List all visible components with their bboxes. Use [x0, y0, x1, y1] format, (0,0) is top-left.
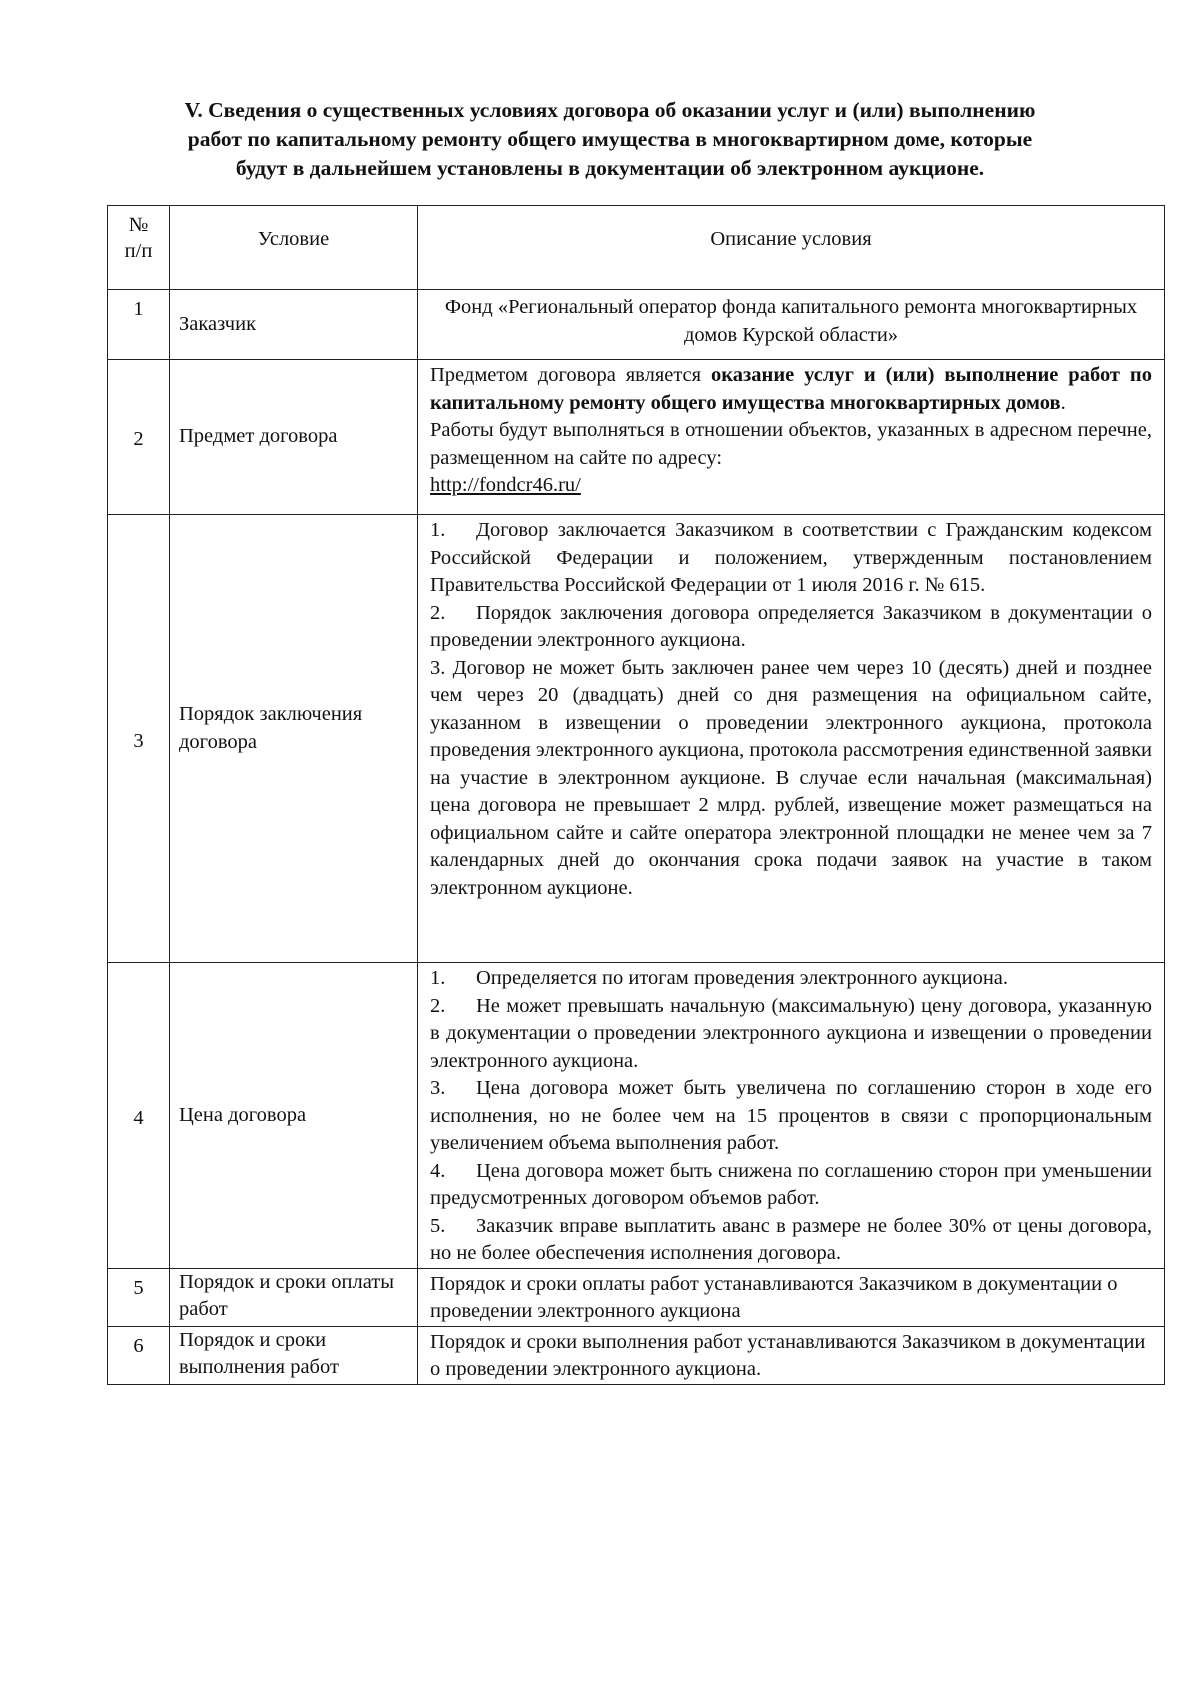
subject-suffix: .	[1060, 391, 1066, 414]
row-condition: Предмет договора	[170, 360, 418, 515]
page-title	[150, 96, 1070, 183]
list-item: 3. Договор не может быть заключен ранее чем через 10 (десять) дней и позднее чем через 20 (двадцать) дней со дня размещения на официальном сайте, указанном в извещении о проведении электронного аукциона, протокола проведения электронного аукциона, протокола рассмотрения единственной заявки на участие в электронном аукционе. В случае если начальная (максимальная) цена договора не превышает 2 млрд. рублей, извещение может размещаться на официальном сайте и сайте оператора электронной площадки не менее чем за 7 календарных дней до окончания срока подачи заявок на участие в таком электронном аукционе.	[430, 656, 1152, 899]
row-number: 3	[108, 515, 170, 963]
row-number: 4	[108, 963, 170, 1269]
row-description	[418, 963, 1165, 1269]
row-description: Порядок и сроки оплаты работ устанавливаются Заказчиком в документации о проведении электронного аукциона	[418, 1268, 1165, 1326]
subject-bold: оказание услуг и (или) выполнение работ по капитальному ремонту общего имущества многоквартирных домов	[430, 364, 1152, 414]
title-line: работ по капитальному ремонту общего имущества в многоквартирном доме, которые	[187, 127, 1033, 151]
row-number: 6	[108, 1326, 170, 1384]
row-description: Фонд «Региональный оператор фонда капитального ремонта многоквартирных домов Курской области»	[418, 290, 1165, 360]
list-item: 1. Договор заключается Заказчиком в соответствии с Гражданским кодексом Российской Федерации и положением, утвержденным постановлением Правительства Российской Федерации от 1 июля 2016 г. № 615.	[430, 519, 1152, 596]
row-number: 2	[108, 360, 170, 515]
row-condition: Цена договора	[170, 963, 418, 1269]
row-condition: Порядок заключения договора	[170, 515, 418, 963]
list-item: 1. Определяется по итогам проведения электронного аукциона.	[430, 967, 1009, 989]
subject-paragraph	[430, 362, 1152, 417]
header-condition: Условие	[170, 206, 418, 290]
row-description	[418, 360, 1165, 515]
list-item: 4. Цена договора может быть снижена по соглашению сторон при уменьшении предусмотренных договором объемов работ.	[430, 1159, 1152, 1209]
table-row	[108, 1326, 1165, 1384]
header-number	[108, 206, 170, 290]
row-condition: Порядок и сроки оплаты работ	[170, 1268, 418, 1326]
list-item: 3. Цена договора может быть увеличена по соглашению сторон в ходе его исполнения, но не более чем на 15 процентов в связи с пропорциональным увеличением объема выполнения работ.	[430, 1077, 1152, 1154]
row-number: 1	[108, 290, 170, 360]
header-description: Описание условия	[418, 206, 1165, 290]
header-number-symbol: №	[128, 214, 149, 236]
row-condition: Заказчик	[170, 290, 418, 360]
table-header-row	[108, 206, 1165, 290]
table-row	[108, 1268, 1165, 1326]
row-condition: Порядок и сроки выполнения работ	[170, 1326, 418, 1384]
list-item: 2. Не может превышать начальную (максимальную) цену договора, указанную в документации о проведении электронного аукциона и извещении о проведении электронного аукциона.	[430, 994, 1152, 1072]
conditions-table	[107, 205, 1165, 1385]
table-row	[108, 360, 1165, 515]
website-link[interactable]: http://fondcr46.ru/	[430, 474, 581, 496]
row-description: Порядок и сроки выполнения работ устанавливаются Заказчиком в документации о проведении электронного аукциона.	[418, 1326, 1165, 1384]
list-item: 2. Порядок заключения договора определяется Заказчиком в документации о проведении электронного аукциона.	[430, 601, 1152, 651]
row-number: 5	[108, 1268, 170, 1326]
table-row	[108, 515, 1165, 963]
row-description	[418, 515, 1165, 963]
title-line: V. Сведения о существенных условиях договора об оказании услуг и (или) выполнению	[184, 98, 1036, 122]
header-number-label: п/п	[124, 240, 153, 262]
list-item: 5. Заказчик вправе выплатить аванс в размере не более 30% от цены договора, но не более обеспечения исполнения договора.	[430, 1214, 1152, 1264]
table-row	[108, 963, 1165, 1269]
title-line: будут в дальнейшем установлены в документации об электронном аукционе.	[235, 156, 985, 180]
objects-paragraph: Работы будут выполняться в отношении объектов, указанных в адресном перечне, размещенном на сайте по адресу:	[430, 419, 1152, 469]
subject-prefix: Предметом договора является	[430, 364, 712, 386]
table-row	[108, 290, 1165, 360]
